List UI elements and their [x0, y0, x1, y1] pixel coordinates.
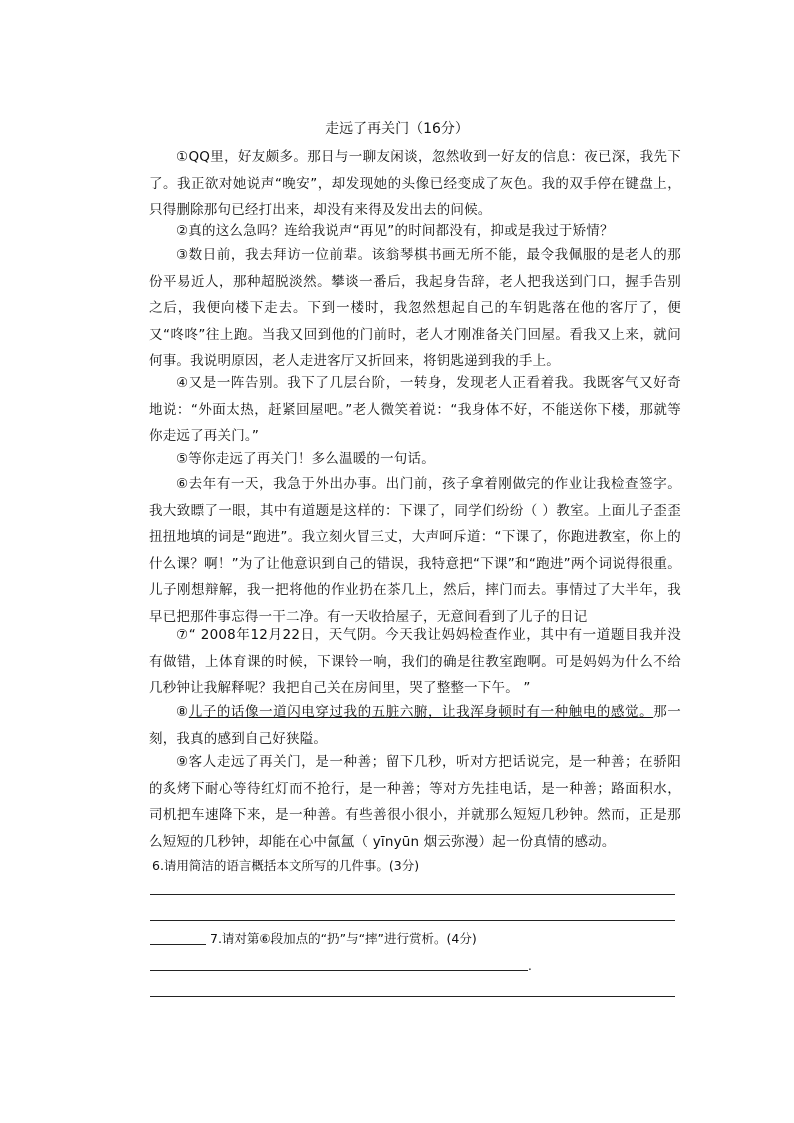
paragraph-6: ⑥去年有一天，我急于外出办事。出门前，孩子拿着刚做完的作业让我检查签字。我大致瞟了一眼，其中有道题是这样的：下课了，同学们纷纷（ ）教室。上面儿子歪歪扭扭地填的词是“跑进”。我立刻火冒三丈，大声呵斥道：“下课了，你跑进教室，你上的什么课？啊！”为了让他意识到自己的错误，我特意把“下课”和“跑进”两个词说得很重。儿子刚想辩解，我一把将他的作业扔在茶几上，然后，摔门而去。事情过了大半年，我早已把那件事忘得一干二净。有一天收拾屋子，无意间看到了儿子的日记 — [149, 476, 681, 625]
paragraph-8 — [149, 699, 681, 752]
paragraph-1: ①QQ里，好友颇多。那日与一聊友闲谈，忽然收到一好友的信息：夜已深，我先下了。我正欲对她说声“晚安”，却发现她的头像已经变成了灰色。我的双手停在键盘上，只得删除那句已经打出来，却没有来得及发出去的问候。 — [149, 149, 681, 218]
article-title: 走远了再关门（16分） — [325, 121, 469, 137]
question-6: 6.请用简洁的语言概括本文所写的几件事。(3分) — [152, 858, 420, 873]
answer-line-5[interactable] — [150, 996, 675, 997]
answer-line-2[interactable] — [150, 920, 675, 921]
question-7: 7.请对第⑥段加点的“扔”与“摔”进行赏析。(4分) — [210, 931, 477, 946]
period-mark: . — [528, 959, 532, 973]
answer-line-3[interactable] — [150, 944, 206, 945]
paragraph-8-rest: 那一刻，我真的感到自己好狭隘。 — [149, 704, 681, 747]
answer-line-4[interactable] — [150, 970, 528, 971]
paragraph-2: ②真的这么急吗？连给我说声“再见”的时间都没有，抑或是我过于矫情？ — [176, 223, 614, 239]
underlined-sentence: 儿子的话像一道闪电穿过我的五脏六腑，让我浑身顿时有一种触电的感觉。 — [188, 704, 654, 720]
paragraph-9: ⑨客人走远了再关门，是一种善；留下几秒，听对方把话说完，是一种善；在骄阳的炙烤下耐心等待红灯而不抢行，是一种善；等对方先挂电话，是一种善；路面积水，司机把车速降下来，是一种善。有些善很小很小，并就那么短短几秒钟。然而，正是那么短短的几秒钟，却能在心中氤氲（ yīnyūn 烟云弥漫）起一份真情的感动。 — [149, 754, 681, 850]
paragraph-7: ⑦“ 2008年12月22日，天气阴。今天我让妈妈检查作业，其中有一道题目我并没有做错，上体育课的时候，下课铃一响，我们的确是往教室跑啊。可是妈妈为什么不给几秒钟让我解释呢？我把自己关在房间里，哭了整整一下午。 ” — [149, 627, 681, 696]
paragraph-3: ③数日前，我去拜访一位前辈。该翁琴棋书画无所不能，最令我佩服的是老人的那份平易近人，那种超脱淡然。攀谈一番后，我起身告辞，老人把我送到门口，握手告别之后，我便向楼下走去。下到一楼时，我忽然想起自己的车钥匙落在他的客厅了，便又“咚咚”往上跑。当我又回到他的门前时，老人才刚准备关门回屋。看我又上来，就问何事。我说明原因，老人走进客厅又折回来，将钥匙递到我的手上。 — [149, 247, 681, 369]
paragraph-4: ④又是一阵告别。我下了几层台阶，一转身，发现老人正看着我。我既客气又好奇地说：“外面太热，赶紧回屋吧。”老人微笑着说：“我身体不好，不能送你下楼，那就等你走远了再关门。” — [149, 375, 681, 444]
paragraph-5: ⑤等你走远了再关门！多么温暖的一句话。 — [176, 451, 435, 467]
paragraph-8-marker: ⑧ — [176, 704, 189, 720]
answer-line-1[interactable] — [150, 894, 675, 895]
